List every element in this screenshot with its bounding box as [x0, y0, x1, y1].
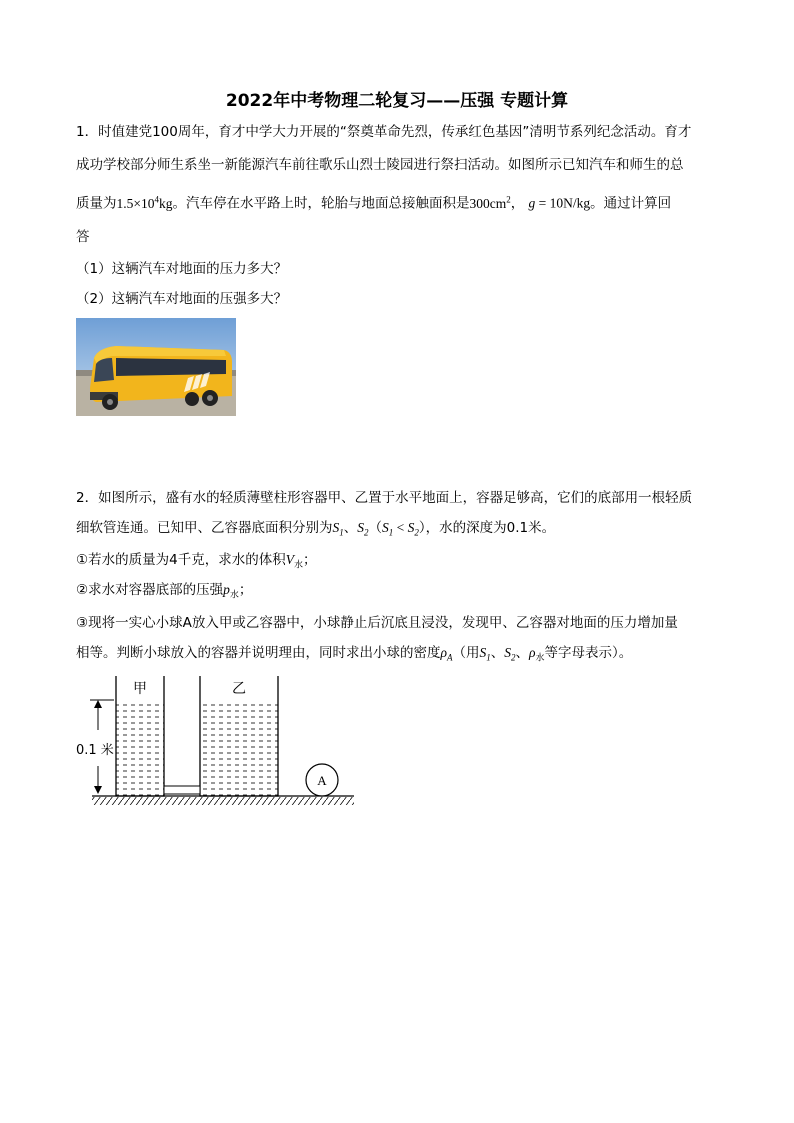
- q2-cmp-s1: $S_1$: [382, 520, 394, 538]
- connecting-tube: [164, 786, 200, 794]
- q2-p-symbol: p: [223, 582, 230, 597]
- q2-rho-water: ρ: [528, 645, 536, 660]
- containers-diagram: [74, 672, 360, 808]
- q2-cmp-s2: $S_2$: [407, 520, 419, 538]
- q1-text-line4: 答: [76, 229, 90, 245]
- page-title: 2022年中考物理二轮复习——压强 专题计算: [225, 91, 569, 111]
- q1-mass-prefix: 质量为: [76, 195, 117, 212]
- q2-area-prefix: 细软管连通。已知甲、乙容器底面积分别为: [76, 520, 333, 536]
- q2-subquestion-3-line1: ③现将一实心小球A放入甲或乙容器中，小球静止后沉底且浸没，发现甲、乙容器对地面的压力增加量: [76, 615, 678, 631]
- q1-g-symbol: g: [528, 195, 536, 211]
- bus-photo: [76, 318, 236, 416]
- q2-less-than: <: [393, 520, 408, 535]
- depth-label: 0.1 米: [76, 743, 114, 758]
- q2-s2: $S_2$: [357, 520, 369, 538]
- q2-sep: 、: [343, 520, 358, 536]
- q2-s1-ref: $S_1$: [479, 645, 491, 663]
- q2-text-line2: [76, 518, 555, 543]
- q2-rho-symbol: ρ: [440, 645, 447, 660]
- q2-v-symbol: V: [285, 552, 294, 567]
- q2-paren-close: ）: [418, 520, 426, 536]
- q2-text-line1: 2．如图所示，盛有水的轻质薄壁柱形容器甲、乙置于水平地面上，容器足够高，它们的底部用一根轻质: [76, 490, 693, 506]
- q1-text-line2: 成功学校部分师生系坐一新能源汽车前往歌乐山烈士陵园进行祭扫活动。如图所示已知汽车和师生的总: [76, 157, 684, 173]
- depth-arrowhead-down: [94, 786, 102, 794]
- q2-subquestion-1: ①若水的质量为4千克，求水的体积$V_水$；: [76, 552, 317, 571]
- q2-subquestion-3-line2: 相等。判断小球放入的容器并说明理由，同时求出小球的密度$\rho_A$（用$S_1$、$S_2$、$\rho_水$等字母表示）。: [76, 645, 633, 664]
- ground-hatch: [92, 797, 354, 805]
- q1-area-value: $300cm^2$: [469, 194, 511, 211]
- container-jia-water: [116, 700, 164, 796]
- label-yi: 乙: [232, 681, 246, 697]
- q1-mass-value: $1.5\times 10^4kg$: [116, 194, 173, 211]
- q2-subquestion-2: ②求水对容器底部的压强$p_水$；: [76, 582, 253, 601]
- q2-s2-ref: $S_2$: [504, 645, 516, 663]
- label-jia: 甲: [133, 681, 147, 697]
- q1-g-value: = 10N/kg: [535, 195, 591, 211]
- q1-text-line3: [76, 189, 671, 214]
- q1-comma: ，: [510, 195, 525, 212]
- depth-arrowhead-up: [94, 700, 102, 708]
- q2-depth-text: ，水的深度为0.1米。: [425, 520, 556, 536]
- q1-area-text: 。汽车停在水平路上时，轮胎与地面总接触面积是: [172, 195, 470, 212]
- q1-subquestion-2: （2）这辆汽车对地面的压强多大？: [76, 291, 288, 307]
- ball-a-label: A: [317, 773, 327, 788]
- q2-paren-open: （: [368, 520, 382, 536]
- q1-line3-tail: 。通过计算回: [590, 195, 672, 212]
- q2-s1: $S_1$: [332, 520, 344, 538]
- container-yi-water: [200, 700, 278, 796]
- q1-subquestion-1: （1）这辆汽车对地面的压力多大？: [76, 261, 288, 277]
- q1-text-line1: 1．时值建党100周年，育才中学大力开展的“祭奠革命先烈，传承红色基因”清明节系列纪念活动。育才: [76, 124, 692, 140]
